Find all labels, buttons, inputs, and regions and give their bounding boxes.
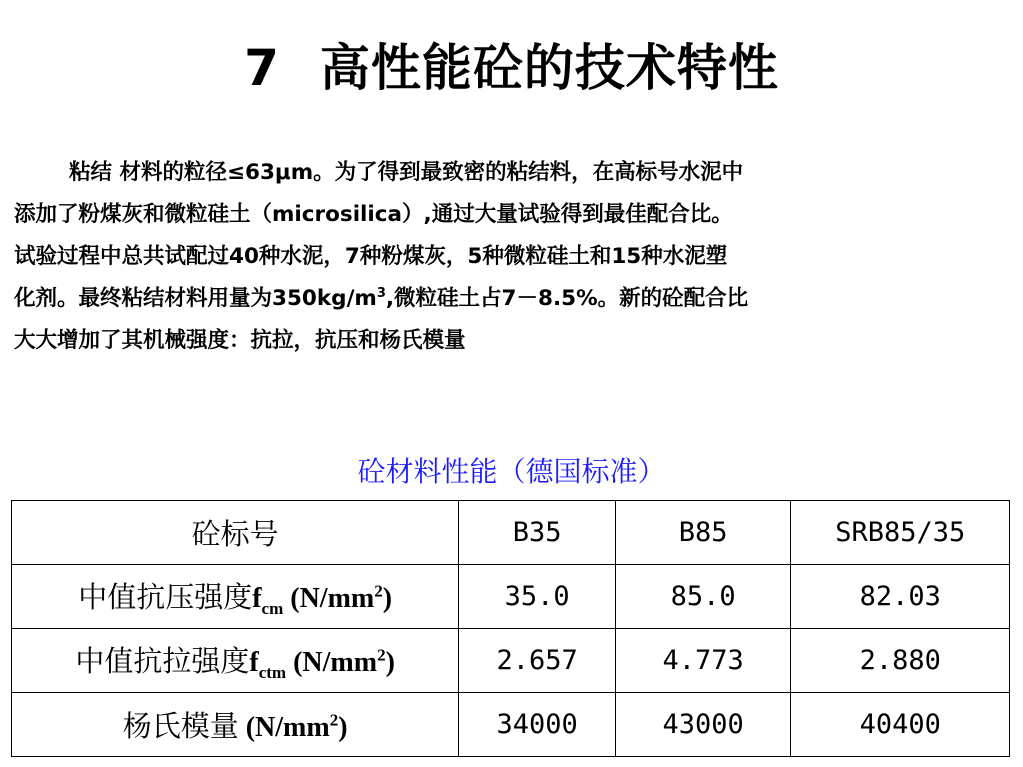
superscript: 3 xyxy=(376,285,386,301)
row-label-unit: (N/mm xyxy=(286,646,378,678)
section-number: 7 xyxy=(244,39,280,97)
paragraph-text: ,微粒硅土占7－8.5%。新的砼配合比 xyxy=(385,286,749,311)
table-row xyxy=(12,629,1010,693)
paragraph-line: 大大增加了其机械强度：抗拉，抗压和杨氏模量 xyxy=(14,328,466,353)
table-title: 砼材料性能（德国标准） xyxy=(357,455,666,488)
column-header: B35 xyxy=(459,501,616,565)
body-paragraph xyxy=(14,152,1004,362)
row-label-unit: (N/mm xyxy=(283,582,375,614)
row-label-unit-end: ) xyxy=(382,582,393,614)
row-label-subscript: cm xyxy=(261,598,284,618)
row-label-text: 中值抗拉强度 xyxy=(75,643,250,678)
row-label-unit: (N/mm xyxy=(238,712,330,743)
table-cell: 35.0 xyxy=(459,565,616,629)
paragraph-line xyxy=(14,278,1004,320)
row-label-text: 中值抗压强度 xyxy=(78,579,253,614)
header-label: 砼标号 xyxy=(12,501,459,565)
page-title xyxy=(0,28,1023,100)
table-cell: 43000 xyxy=(615,693,791,757)
row-label-symbol: f xyxy=(249,646,259,678)
column-header: B85 xyxy=(615,501,791,565)
column-header: SRB85/35 xyxy=(791,501,1010,565)
row-label-subscript: ctm xyxy=(258,662,287,682)
paragraph-text: 化剂。最终粘结材料用量为350kg/m xyxy=(14,286,377,311)
table-cell: 34000 xyxy=(459,693,616,757)
row-label-unit-end: ) xyxy=(338,712,348,743)
row-label xyxy=(12,629,459,693)
title-text: 高性能砼的技术特性 xyxy=(319,39,779,97)
row-label-symbol: f xyxy=(252,582,262,614)
table-cell: 85.0 xyxy=(615,565,791,629)
table-cell: 40400 xyxy=(791,693,1010,757)
table-cell: 2.880 xyxy=(791,629,1010,693)
paragraph-line: 添加了粉煤灰和微粒硅土（microsilica）,通过大量试验得到最佳配合比。 xyxy=(14,202,733,227)
table-header-row xyxy=(12,501,1010,565)
row-label-text: 杨氏模量 xyxy=(122,709,239,743)
row-label-unit-end: ) xyxy=(385,646,395,678)
row-label-superscript: 2 xyxy=(374,580,383,600)
table-cell: 82.03 xyxy=(791,565,1010,629)
row-label-superscript: 2 xyxy=(329,710,339,730)
properties-table xyxy=(11,500,1010,757)
table-row xyxy=(12,693,1010,757)
paragraph-line: 试验过程中总共试配过40种水泥，7种粉煤灰，5种微粒硅土和15种水泥塑 xyxy=(14,244,728,269)
row-label-superscript: 2 xyxy=(377,644,386,664)
paragraph-line: 粘结 材料的粒径≤63μm。为了得到最致密的粘结料，在高标号水泥中 xyxy=(69,160,744,185)
row-label xyxy=(12,693,459,757)
row-label xyxy=(12,565,459,629)
table-cell: 4.773 xyxy=(615,629,791,693)
table-row xyxy=(12,565,1010,629)
table-cell: 2.657 xyxy=(459,629,616,693)
